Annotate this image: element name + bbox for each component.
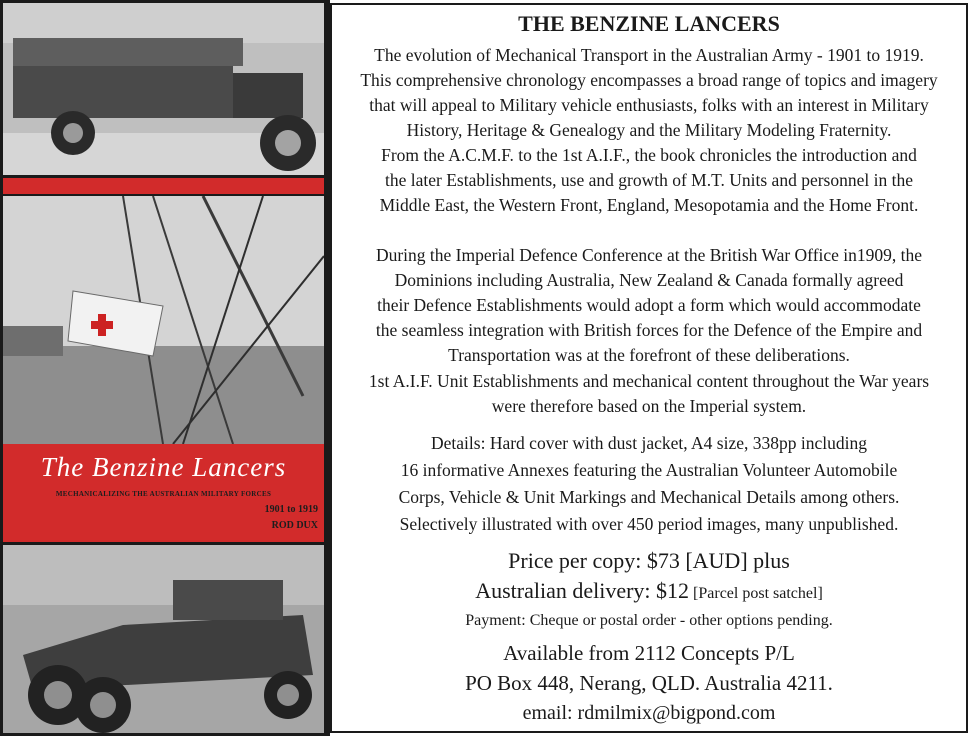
cover-years: 1901 to 1919 [264,504,318,515]
postal-address: PO Box 448, Nerang, QLD. Australia 4211. [465,671,833,695]
book-cover-red-panel [3,444,324,542]
conference-line: During the Imperial Defence Conference at the British War Office in1909, the [375,245,923,265]
conference-line: their Defence Establishments would adopt a form which would accommodate [377,295,921,315]
details-line: Selectively illustrated with over 450 period images, many unpublished. [399,514,899,534]
delivery-note: [Parcel post satchel] [693,585,823,602]
truck-photo-illustration [3,3,324,175]
available-from: Available from 2112 Concepts P/L [503,641,795,665]
details-line: 16 informative Annexes featuring the Australian Volunteer Automobile [400,460,898,480]
delivery-line [332,578,966,604]
cover-author: ROD DUX [271,520,318,531]
conference-line: the seamless integration with British forces for the Defence of the Empire and [375,320,923,340]
price-line: Price per copy: $73 [AUD] plus [508,548,790,573]
intro-line: This comprehensive chronology encompasses a broad range of topics and imagery [360,70,938,90]
payment-line: Payment: Cheque or postal order - other options pending. [465,612,833,629]
cover-subtitle: MECHANICALIZING THE AUSTRALIAN MILITARY FORCES [55,490,272,498]
intro-line: The evolution of Mechanical Transport in the Australian Army - 1901 to 1919. [374,45,924,65]
details-line: Details: Hard cover with dust jacket, A4 size, 338pp including [431,433,867,453]
intro-line: the later Establishments, use and growth of M.T. Units and personnel in the [385,170,913,190]
intro-line: From the A.C.M.F. to the 1st A.I.F., the book chronicles the introduction and [381,145,917,165]
photo-ship-crane [3,196,324,444]
conference-line: 1st A.I.F. Unit Establishments and mechanical content throughout the War years [368,371,930,391]
conference-line: Dominions including Australia, New Zealand & Canada formally agreed [394,270,904,290]
ship-crane-illustration [3,196,324,444]
red-band-top [3,178,324,194]
intro-line: that will appeal to Military vehicle enthusiasts, folks with an interest in Military [369,95,929,115]
conference-line: were therefore based on the Imperial system. [491,396,807,416]
photo-touring-car [3,545,324,733]
description-panel [330,3,968,733]
photo-army-truck [3,3,324,175]
book-cover-column [0,0,330,736]
cover-title: The Benzine Lancers [40,452,287,482]
contact-email[interactable]: email: rdmilmix@bigpond.com [522,702,776,724]
conference-line: Transportation was at the forefront of these deliberations. [448,345,850,365]
intro-line: Middle East, the Western Front, England, Mesopotamia and the Home Front. [379,195,919,215]
intro-line: History, Heritage & Genealogy and the Military Modeling Fraternity. [406,120,892,140]
details-line: Corps, Vehicle & Unit Markings and Mechanical Details among others. [398,487,900,507]
delivery-price: Australian delivery: $12 [475,578,690,603]
ad-heading: THE BENZINE LANCERS [518,11,780,36]
touring-car-illustration [3,545,324,733]
